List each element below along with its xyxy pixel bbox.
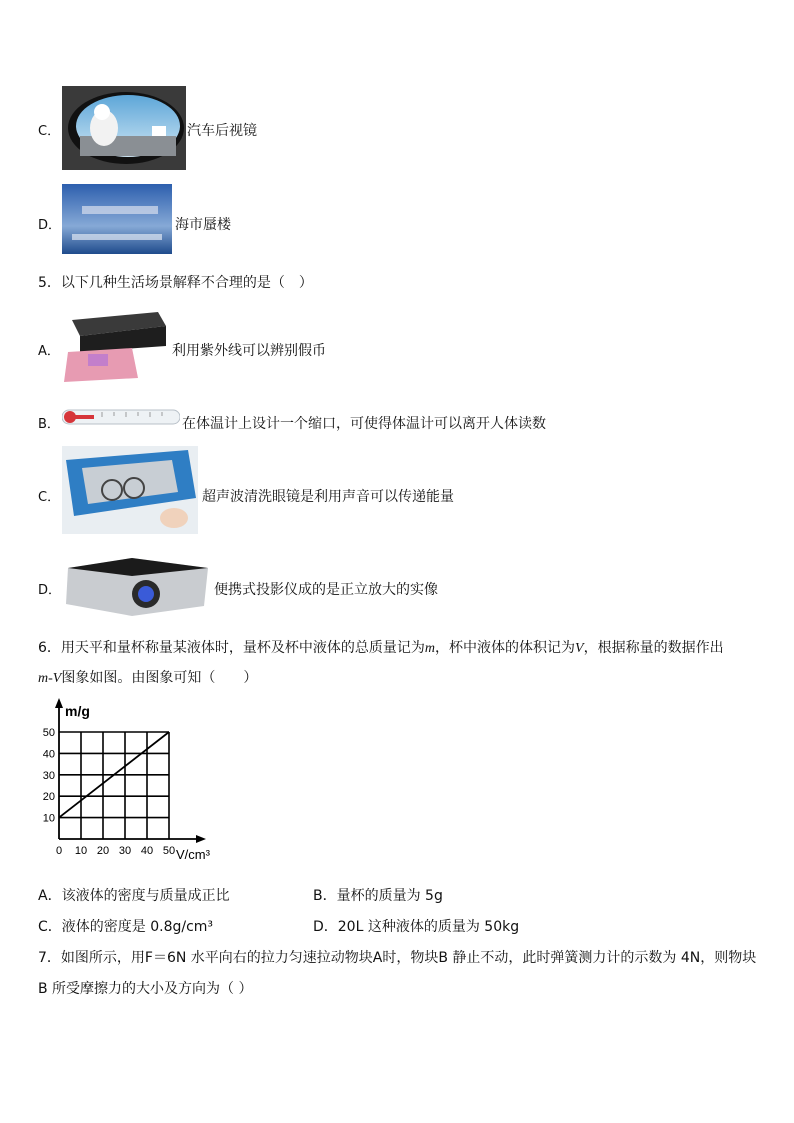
thermometer-image	[62, 408, 180, 426]
m-v-chart	[30, 696, 230, 868]
option-6b: B．量杯的质量为 5g	[313, 888, 443, 904]
projector-image	[62, 554, 210, 618]
ultrasonic-cleaner-image	[62, 446, 198, 534]
uv-detector-image	[62, 306, 170, 386]
option-b-text: 在体温计上设计一个缩口，可使得体温计可以离开人体读数	[182, 416, 546, 432]
question-6-stem-line2	[38, 667, 257, 687]
option-a-text: 利用紫外线可以辨别假币	[172, 343, 326, 359]
var-m: m	[424, 641, 436, 656]
y-tick-label: 40	[42, 748, 55, 761]
option-c-text: 汽车后视镜	[187, 123, 257, 139]
x-tick-label: 20	[96, 845, 110, 857]
question-6-stem	[38, 637, 724, 657]
option-6d: D．20L 这种液体的质量为 50kg	[313, 919, 520, 935]
x-tick-label: 0	[55, 845, 63, 857]
var-m-v: m-V	[38, 671, 62, 686]
x-tick-label: 50	[162, 845, 176, 857]
x-tick-label: 40	[140, 845, 154, 857]
option-6a: A．该液体的密度与质量成正比	[38, 888, 230, 904]
option-d2-text: 便携式投影仪成的是正立放大的实像	[214, 582, 438, 598]
y-tick-label: 50	[42, 727, 55, 739]
option-d-text: 海市蜃楼	[175, 217, 231, 233]
option-d2-label: D．	[38, 583, 62, 598]
option-d-label: D．	[38, 218, 62, 233]
option-c2-label: C．	[38, 490, 61, 505]
car-mirror-image	[62, 86, 186, 170]
x-axis-arrow	[196, 835, 206, 843]
y-axis-arrow	[55, 698, 63, 708]
option-a-label: A．	[38, 344, 60, 359]
question-5-stem: 5．以下几种生活场景解释不合理的是（ ）	[38, 275, 313, 291]
option-c-label: C．	[38, 124, 61, 139]
option-c2-text: 超声波清洗眼镜是利用声音可以传递能量	[202, 489, 454, 505]
stem-part1: 6．用天平和量杯称量某液体时，量杯及杯中液体的总质量记为	[38, 640, 425, 656]
stem-line2: 图象如图。由图象可知（ ）	[61, 670, 258, 686]
y-tick-label: 30	[42, 769, 55, 782]
question-7-line1: 7．如图所示，用F＝6N 水平向右的拉力匀速拉动物块A时，物块B 静止不动，此时弹簧测力计的示数为 4N，则物块	[38, 950, 757, 966]
x-axis-label: V/cm³	[176, 847, 210, 862]
y-tick-label: 20	[42, 791, 55, 804]
var-v: V	[575, 641, 584, 656]
stem-part2: ，杯中液体的体积记为	[435, 640, 576, 656]
y-axis-label: m/g	[65, 703, 90, 719]
x-tick-label: 30	[118, 845, 132, 857]
mirage-image	[62, 184, 172, 254]
option-b-label: B．	[38, 417, 60, 432]
y-tick-label: 10	[42, 812, 55, 825]
option-6c: C．液体的密度是 0.8g/cm³	[38, 919, 214, 935]
stem-part3: ，根据称量的数据作出	[583, 640, 724, 656]
question-7-line2: B 所受摩擦力的大小及方向为（ ）	[38, 981, 253, 997]
x-tick-label: 10	[74, 845, 88, 857]
